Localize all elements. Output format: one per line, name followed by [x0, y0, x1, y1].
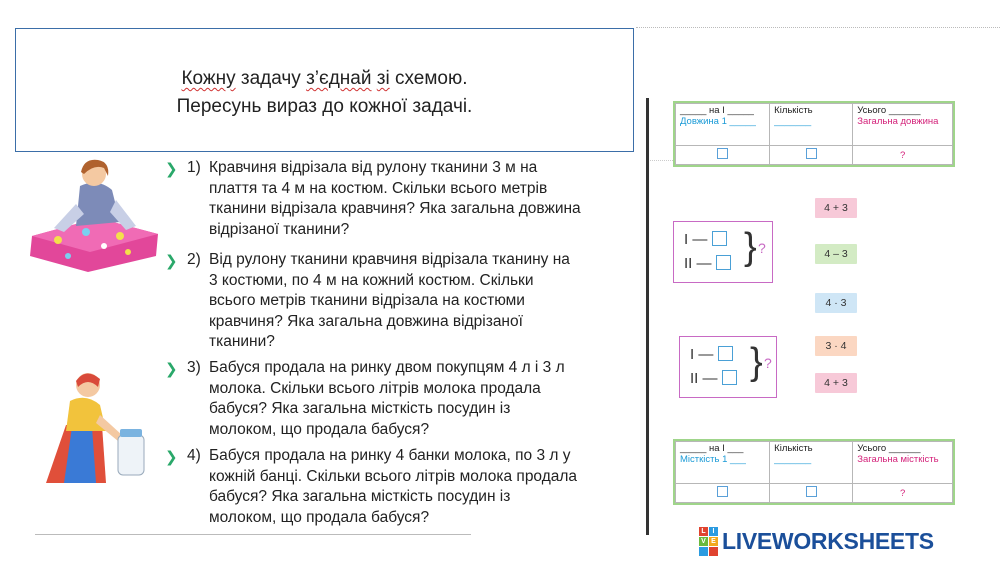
answer-box[interactable]: [712, 231, 727, 246]
seamstress-illustration: [28, 156, 160, 274]
scheme-row-1: І —: [690, 346, 733, 363]
bullet-arrow-icon: ❯: [165, 161, 178, 178]
bullet-arrow-icon: ❯: [165, 253, 178, 270]
answer-box[interactable]: [717, 486, 728, 497]
liveworksheets-logo: L I V E LIVEWORKSHEETS: [699, 527, 934, 555]
scheme-row-1: І —: [684, 231, 727, 248]
instruction-line-2: Пересунь вираз до кожної задачі.: [176, 96, 473, 117]
scheme-1: І — ІІ — } ?: [673, 221, 773, 283]
capacity-table: _____ на І ___ Місткість 1 ___ Кількість _______ Усього ______ Загальна місткість ?: [673, 439, 955, 505]
top-dotted-divider: [636, 27, 1000, 28]
bullet-arrow-icon: ❯: [165, 449, 178, 466]
bottom-divider: [35, 534, 471, 535]
expression-tag-4-times-3[interactable]: 4 · 3: [815, 293, 857, 313]
scheme-2: І — ІІ — } ?: [679, 336, 777, 398]
expression-tag-4-plus-3[interactable]: 4 + 3: [815, 198, 857, 218]
bullet-arrow-icon: ❯: [165, 361, 178, 378]
answer-box[interactable]: [722, 370, 737, 385]
instruction-box: [15, 28, 634, 152]
vertical-divider: [646, 98, 649, 535]
answer-box[interactable]: [716, 255, 731, 270]
answer-box[interactable]: [717, 148, 728, 159]
brace-icon: }: [744, 226, 757, 268]
expression-tag-3-times-4[interactable]: 3 · 4: [815, 336, 857, 356]
expression-tag-4-minus-3[interactable]: 4 – 3: [815, 244, 857, 264]
instruction-line-1: Кожну задачу з’єднай зі схемою.: [181, 68, 468, 89]
answer-box[interactable]: [806, 486, 817, 497]
answer-box[interactable]: [806, 148, 817, 159]
scheme-row-2: ІІ —: [690, 370, 737, 387]
scheme-row-2: ІІ —: [684, 255, 731, 272]
expression-tag-4-plus-3-second[interactable]: 4 + 3: [815, 373, 857, 393]
grandmother-illustration: [26, 365, 156, 490]
answer-box[interactable]: [718, 346, 733, 361]
length-table: _____ на І _____ Довжина 1 _____ Кількість _______ Усього ______ Загальна довжина ?: [673, 101, 955, 167]
logo-icon: L I V E: [699, 527, 718, 556]
brace-icon: }: [750, 341, 763, 383]
